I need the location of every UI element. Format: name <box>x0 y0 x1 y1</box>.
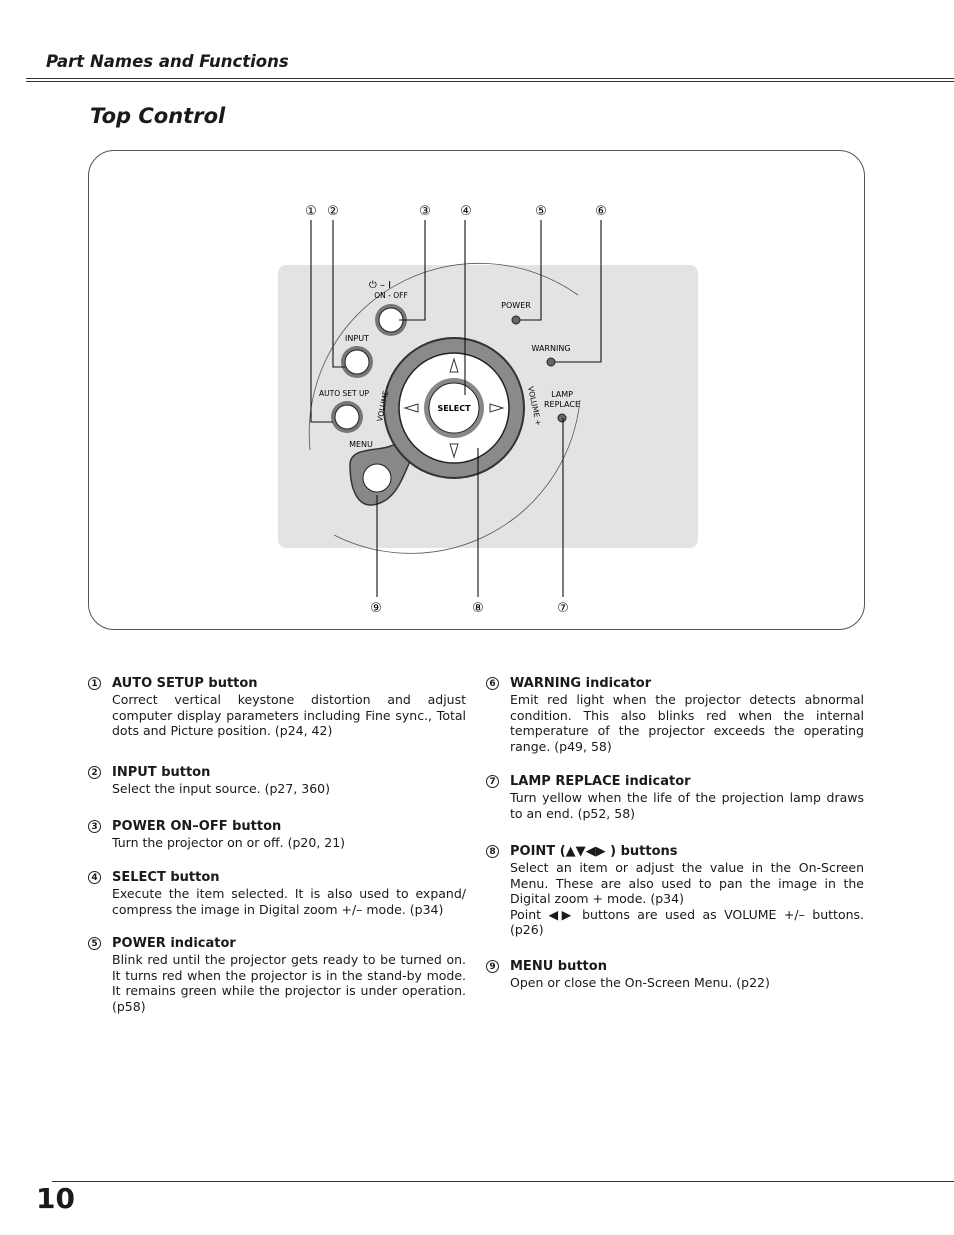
callout-2: ② <box>327 204 339 219</box>
callout-3: ③ <box>419 204 431 219</box>
item-title: POINT (▲▼◀▶ ) buttons <box>510 844 678 859</box>
on-off-label: ON - OFF <box>374 291 408 300</box>
item-description <box>510 860 864 938</box>
item-number: 6 <box>486 677 499 690</box>
item-title: LAMP REPLACE indicator <box>510 774 691 789</box>
menu-button[interactable] <box>363 464 391 492</box>
item-description <box>112 952 466 1014</box>
item-number: 9 <box>486 960 499 973</box>
callout-7: ⑦ <box>557 601 569 616</box>
item-description <box>510 790 864 821</box>
callout-4: ④ <box>460 204 472 219</box>
auto-set-up-label: AUTO SET UP <box>319 389 369 398</box>
item-number: 3 <box>88 820 101 833</box>
item-text-line: Select an item or adjust the value in the On-Screen Menu. These are also used to pan the image in the Digital zoom + mode. (p34) <box>510 860 864 907</box>
page-number: 10 <box>36 1182 75 1215</box>
replace-label: REPLACE <box>543 400 581 409</box>
item-number: 7 <box>486 775 499 788</box>
section-title: Part Names and Functions <box>46 52 289 71</box>
item-number: 8 <box>486 845 499 858</box>
auto-setup-button[interactable] <box>335 405 359 429</box>
callout-9: ⑨ <box>370 601 382 616</box>
item-title: POWER ON–OFF button <box>112 819 282 834</box>
item-description <box>112 692 466 739</box>
item-title: POWER indicator <box>112 936 236 951</box>
item-title: MENU button <box>510 959 607 974</box>
item-text-line: Turn yellow when the life of the projection lamp draws to an end. (p52, 58) <box>510 790 864 821</box>
lamp-label: LAMP <box>551 390 573 399</box>
item-title: INPUT button <box>112 765 211 780</box>
input-button[interactable] <box>345 350 369 374</box>
warning-indicator <box>547 358 555 366</box>
item-description <box>112 781 466 797</box>
item-text-line: Emit red light when the projector detects abnormal condition. This also blinks red when the internal temperature of the projector exceeds the operating range. (p49, 58) <box>510 692 864 754</box>
item-number: 1 <box>88 677 101 690</box>
item-description <box>112 835 466 851</box>
warning-indicator-label: WARNING <box>531 344 571 353</box>
item-text-line: Turn the projector on or off. (p20, 21) <box>112 835 346 850</box>
input-label: INPUT <box>345 334 369 343</box>
select-label: SELECT <box>437 404 471 413</box>
lamp-replace-indicator <box>558 414 566 422</box>
top-control-diagram <box>88 150 865 630</box>
power-symbol-label: ⏻ – I <box>368 280 392 291</box>
menu-label: MENU <box>349 440 373 449</box>
header-rule-double <box>26 81 954 82</box>
volume-plus-label: VOLUME + <box>526 385 544 427</box>
power-indicator-label: POWER <box>501 301 531 310</box>
volume-minus-label: VOLUME – <box>375 383 392 423</box>
item-text-line: Blink red until the projector gets ready to be turned on. It turns red when the projector is in the stand-by mode. It remains green while the projector is under operation. (p58) <box>112 952 466 1014</box>
item-title: SELECT button <box>112 870 220 885</box>
footer-rule <box>52 1181 954 1182</box>
item-description <box>510 975 864 991</box>
callout-5: ⑤ <box>535 204 547 219</box>
header-rule <box>26 78 954 79</box>
callout-8: ⑧ <box>472 601 484 616</box>
item-text-line: Open or close the On-Screen Menu. (p22) <box>510 975 770 990</box>
item-text-line: Execute the item selected. It is also used to expand/ compress the image in Digital zoom +/– mode. (p34) <box>112 886 466 917</box>
callout-6: ⑥ <box>595 204 607 219</box>
item-text-line: Select the input source. (p27, 360) <box>112 781 331 796</box>
item-number: 5 <box>88 937 101 950</box>
item-description <box>112 886 466 917</box>
item-description <box>510 692 864 754</box>
item-number: 4 <box>88 871 101 884</box>
power-indicator <box>512 316 520 324</box>
item-text-line: Correct vertical keystone distortion and adjust computer display parameters including Fine sync., Total dots and Picture position. (p24, 42) <box>112 692 466 739</box>
item-text-line: Point ◀▶ buttons are used as VOLUME +/– buttons. (p26) <box>510 906 864 938</box>
item-title: WARNING indicator <box>510 676 652 691</box>
page-heading: Top Control <box>90 104 226 128</box>
callout-1: ① <box>305 204 317 219</box>
item-number: 2 <box>88 766 101 779</box>
item-title: AUTO SETUP button <box>112 676 258 691</box>
